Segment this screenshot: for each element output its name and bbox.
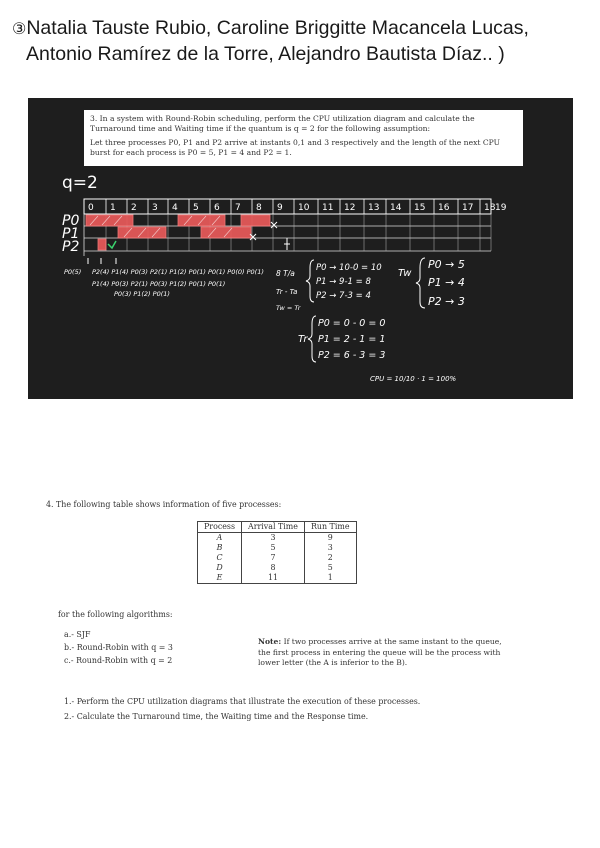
algorithm-a: a.- SJF (64, 630, 91, 639)
timeline-tick-10: 10 (298, 203, 310, 213)
exec-block-p0-2 (241, 215, 270, 226)
table-cell: 5 (242, 543, 305, 553)
tr-p1: P1 → 9-1 = 8 (316, 277, 371, 287)
exec-block-p0-1 (178, 215, 225, 226)
table-row (198, 563, 357, 573)
table-header-row (198, 522, 357, 533)
table-cell: 3 (304, 543, 356, 553)
table-cell: 3 (242, 533, 305, 544)
table-row (198, 543, 357, 553)
table-cell: B (198, 543, 242, 553)
timeline-tick-5: 5 (193, 203, 199, 213)
table-cell: 9 (304, 533, 356, 544)
authors-line-1: Natalia Tauste Rubio, Caroline Briggitte Macancela Lucas, (26, 17, 529, 39)
table-cell: 8 (242, 563, 305, 573)
column-header: Arrival Time (242, 522, 305, 533)
timeline-tick-14: 14 (390, 203, 402, 213)
timeline-tick-1: 1 (110, 203, 116, 213)
whiteboard-screenshot (28, 98, 573, 399)
tr-label: Tr (298, 334, 308, 345)
table-body (198, 533, 357, 584)
timeline-ticks (88, 199, 507, 214)
problem-4-intro: 4. The following table shows information of five processes: (46, 500, 282, 509)
timeline-tick-19: 19 (495, 203, 507, 213)
note-label: Note: (258, 637, 282, 646)
calculations (276, 258, 465, 383)
tr2-p0: P0 = 0 - 0 = 0 (318, 318, 386, 329)
tw-p0: P0 → 5 (428, 258, 465, 271)
row-label-p2: P2 (62, 239, 80, 255)
tr2-p2: P2 = 6 - 3 = 3 (318, 350, 386, 361)
timeline-tick-2: 2 (131, 203, 137, 213)
task-2: 2.- Calculate the Turnaround time, the Waiting time and the Response time. (64, 712, 369, 721)
exec-block-p2-0 (98, 239, 106, 250)
table-cell: C (198, 553, 242, 563)
arrival-note: P0(5) (64, 268, 82, 276)
ready-queue-notes (64, 268, 264, 298)
cpu-utilization: CPU = 10/10 · 1 = 100% (370, 375, 457, 383)
table-cell: 2 (304, 553, 356, 563)
timeline-tick-11: 11 (322, 203, 334, 213)
table-cell: 7 (242, 553, 305, 563)
algorithm-c: c.- Round-Robin with q = 2 (64, 656, 173, 665)
queue-line-1: P2(4) P1(4) P0(3) P2(1) P1(2) P0(1) P0(1) P0(0) P0(1) (92, 268, 264, 276)
timeline-tick-0: 0 (88, 203, 94, 213)
row-label-p0: P0 (62, 213, 80, 229)
algorithms-intro: for the following algorithms: (58, 610, 173, 619)
tw-p1: P1 → 4 (428, 276, 465, 289)
tw-def: Tr - Ta (276, 288, 298, 296)
note (258, 637, 508, 669)
circled-number: ③ (12, 21, 27, 38)
timeline-tick-6: 6 (214, 203, 220, 213)
authors-line-2: Antonio Ramírez de la Torre, Alejandro Bautista Díaz.. ) (26, 43, 505, 65)
timeline-box (84, 199, 491, 214)
table-cell: 5 (304, 563, 356, 573)
table-cell: D (198, 563, 242, 573)
timeline-tick-16: 16 (438, 203, 450, 213)
tr2-p1: P1 = 2 - 1 = 1 (318, 334, 386, 345)
completion-marks (108, 241, 116, 248)
row-label-p1: P1 (62, 226, 80, 242)
table-cell: E (198, 573, 242, 584)
table-cell: 1 (304, 573, 356, 584)
algorithms-list (64, 628, 173, 667)
note-text: If two processes arrive at the same instant to the queue, the first process in entering the queue will be the process with lower letter (the A is inferior to the B). (258, 637, 502, 667)
table-row (198, 533, 357, 544)
tw-p2: P2 → 3 (428, 295, 465, 308)
tw-eq: 8 T/a (276, 269, 295, 278)
timeline-tick-13: 13 (368, 203, 380, 213)
table-row (198, 553, 357, 563)
quantum-label: q=2 (62, 173, 98, 193)
timeline-tick-18: 18 (484, 203, 496, 213)
timeline-tick-17: 17 (462, 203, 474, 213)
tr-p2: P2 → 7-3 = 4 (316, 291, 371, 301)
arrival-arrows (88, 258, 116, 264)
table-cell: 11 (242, 573, 305, 584)
tasks-list (64, 694, 420, 724)
timeline-tick-15: 15 (414, 203, 426, 213)
problem-3-statement: 3. In a system with Round-Robin scheduling, perform the CPU utilization diagram and calculate the Turnaround time and Waiting time if the quantum is q = 2 for the following assumption: (90, 114, 475, 133)
timeline-tick-9: 9 (277, 203, 283, 213)
problem-3-assumption: Let three processes P0, P1 and P2 arrive at instants 0,1 and 3 respectively and the length of the next CPU burst for each process is P0 = 5, P1 = 4 and P2 = 1. (90, 138, 501, 157)
tw-def-2: Tw = Tr (276, 304, 301, 312)
queue-line-3: P0(3) P1(2) P0(1) (114, 290, 170, 298)
algorithm-b: b.- Round-Robin with q = 3 (64, 643, 173, 652)
task-1: 1.- Perform the CPU utilization diagrams that illustrate the execution of these processes. (64, 697, 421, 706)
column-header: Run Time (304, 522, 356, 533)
timeline-tick-8: 8 (256, 203, 262, 213)
column-header: Process (198, 522, 242, 533)
gantt-sketch (28, 98, 573, 399)
timeline-tick-7: 7 (235, 203, 241, 213)
authors-header (12, 16, 592, 67)
queue-line-2: P1(4) P0(3) P2(1) P0(3) P1(2) P0(1) P0(1) (92, 280, 226, 288)
process-table (197, 521, 357, 584)
timeline-tick-12: 12 (344, 203, 356, 213)
timeline-tick-4: 4 (172, 203, 178, 213)
timeline-tick-3: 3 (152, 203, 158, 213)
table-cell: A (198, 533, 242, 544)
tw-label: Tw (398, 268, 412, 279)
table-row (198, 573, 357, 584)
tr-p0: P0 → 10-0 = 10 (316, 263, 382, 273)
